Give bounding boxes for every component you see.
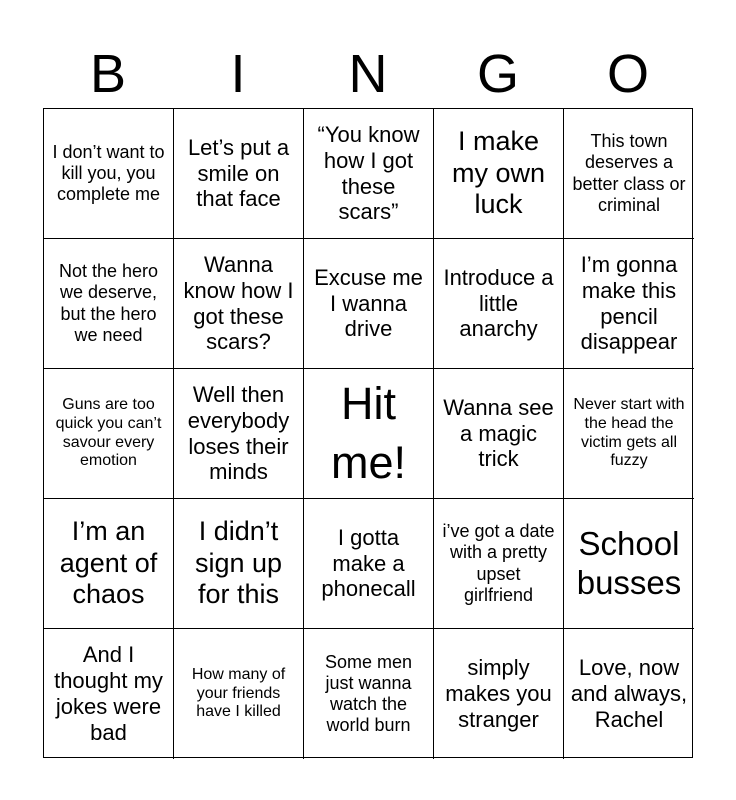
bingo-cell-r1-c1[interactable]: I don’t want to kill you, you complete me <box>44 109 174 239</box>
header-letter-o: O <box>606 44 649 104</box>
header-letter-n: N <box>348 44 388 104</box>
bingo-cell-r1-c4[interactable]: I make my own luck <box>434 109 564 239</box>
bingo-cell-r3-c1[interactable]: Guns are too quick you can’t savour every emotion <box>44 369 174 499</box>
bingo-cell-r1-c5[interactable]: This town deserves a better class or criminal <box>564 109 694 239</box>
bingo-cell-r5-c3[interactable]: Some men just wanna watch the world burn <box>304 629 434 759</box>
bingo-cell-r4-c3[interactable]: I gotta make a phonecall <box>304 499 434 629</box>
bingo-cell-r4-c2[interactable]: I didn’t sign up for this <box>174 499 304 629</box>
bingo-cell-r1-c3[interactable]: “You know how I got these scars” <box>304 109 434 239</box>
bingo-cell-r3-c5[interactable]: Never start with the head the victim gets all fuzzy <box>564 369 694 499</box>
bingo-cell-r5-c4[interactable]: simply makes you stranger <box>434 629 564 759</box>
bingo-cell-r3-c2[interactable]: Well then everybody loses their minds <box>174 369 304 499</box>
bingo-cell-r4-c1[interactable]: I’m an agent of chaos <box>44 499 174 629</box>
bingo-cell-r5-c2[interactable]: How many of your friends have I killed <box>174 629 304 759</box>
bingo-cell-r4-c5[interactable]: School busses <box>564 499 694 629</box>
bingo-cell-r5-c1[interactable]: And I thought my jokes were bad <box>44 629 174 759</box>
bingo-cell-r4-c4[interactable]: i’ve got a date with a pretty upset girlfriend <box>434 499 564 629</box>
bingo-cell-r2-c4[interactable]: Introduce a little anarchy <box>434 239 564 369</box>
bingo-cell-r2-c2[interactable]: Wanna know how I got these scars? <box>174 239 304 369</box>
bingo-header <box>43 40 693 108</box>
bingo-cell-r3-c4[interactable]: Wanna see a magic trick <box>434 369 564 499</box>
bingo-cell-r2-c5[interactable]: I’m gonna make this pencil disappear <box>564 239 694 369</box>
bingo-cell-r2-c3[interactable]: Excuse me I wanna drive <box>304 239 434 369</box>
header-letter-g: G <box>476 44 519 104</box>
bingo-cell-r2-c1[interactable]: Not the hero we deserve, but the hero we need <box>44 239 174 369</box>
header-letter-b: B <box>89 44 127 104</box>
bingo-cell-r3-c3[interactable]: Hit me! <box>304 369 434 499</box>
bingo-cell-r5-c5[interactable]: Love, now and always, Rachel <box>570 655 688 732</box>
bingo-cell-r1-c2[interactable]: Let’s put a smile on that face <box>174 109 304 239</box>
bingo-board <box>43 108 693 758</box>
header-letter-i: I <box>230 44 246 104</box>
